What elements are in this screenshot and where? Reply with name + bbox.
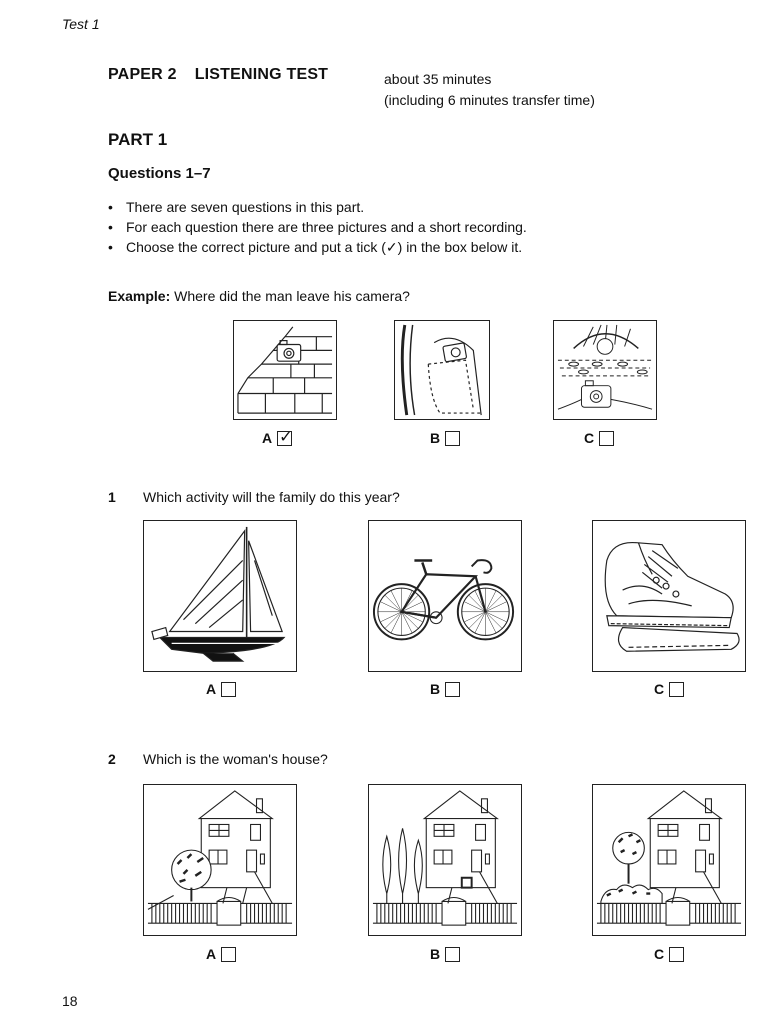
question-2-option-c: C	[654, 946, 684, 962]
question-2-option-b: B	[430, 946, 460, 962]
question-2-answer-box-a[interactable]	[221, 947, 236, 962]
duration-line-2: (including 6 minutes transfer time)	[384, 92, 595, 108]
paper-name: LISTENING TEST	[194, 66, 329, 83]
house-with-round-tree-picture	[143, 784, 297, 936]
question-2-answer-box-b[interactable]	[445, 947, 460, 962]
example-answer-box-b[interactable]	[445, 431, 460, 446]
duration	[384, 69, 595, 111]
example-answer-box-c[interactable]	[599, 431, 614, 446]
walking-boots-picture	[592, 520, 746, 672]
instruction-item: • For each question there are three pictures and a short recording.	[108, 217, 527, 237]
question-1-answer-box-c[interactable]	[669, 682, 684, 697]
question-2-text: Which is the woman's house?	[143, 751, 328, 767]
example-option-c: C	[584, 430, 614, 446]
question-1-option-a: A	[206, 681, 236, 697]
example-option-a: A ✓	[262, 428, 293, 446]
test-label: Test 1	[62, 16, 100, 32]
camera-on-beach-picture	[553, 320, 657, 420]
instruction-item: • Choose the correct picture and put a tick (✓) in the box below it.	[108, 237, 527, 257]
example-option-b: B	[430, 430, 460, 446]
questions-range: Questions 1–7	[108, 165, 211, 182]
camera-on-steps-picture	[233, 320, 337, 420]
example-question-text: Where did the man leave his camera?	[174, 288, 410, 304]
part-title: PART 1	[108, 130, 168, 149]
question-2-number: 2	[108, 751, 116, 767]
duration-line-1: about 35 minutes	[384, 71, 492, 87]
instructions-list	[108, 197, 527, 257]
bicycle-picture	[368, 520, 522, 672]
question-2-answer-box-c[interactable]	[669, 947, 684, 962]
camera-in-pocket-picture	[394, 320, 490, 420]
house-with-tall-trees-picture	[368, 784, 522, 936]
question-1-option-b: B	[430, 681, 460, 697]
sailboat-picture	[143, 520, 297, 672]
question-1-number: 1	[108, 489, 116, 505]
question-1-answer-box-b[interactable]	[445, 682, 460, 697]
example-question	[108, 288, 410, 304]
instruction-item: • There are seven questions in this part.	[108, 197, 527, 217]
tick-mark: ✓	[279, 428, 293, 446]
question-2-option-a: A	[206, 946, 236, 962]
page-number: 18	[62, 993, 78, 1009]
question-1-text: Which activity will the family do this year?	[143, 489, 400, 505]
paper-title	[108, 66, 328, 84]
house-with-hedge-picture	[592, 784, 746, 936]
example-label: Example:	[108, 288, 171, 304]
question-1-option-c: C	[654, 681, 684, 697]
paper-number: PAPER 2	[108, 66, 177, 83]
example-answer-box-a[interactable]	[277, 428, 293, 446]
question-1-answer-box-a[interactable]	[221, 682, 236, 697]
